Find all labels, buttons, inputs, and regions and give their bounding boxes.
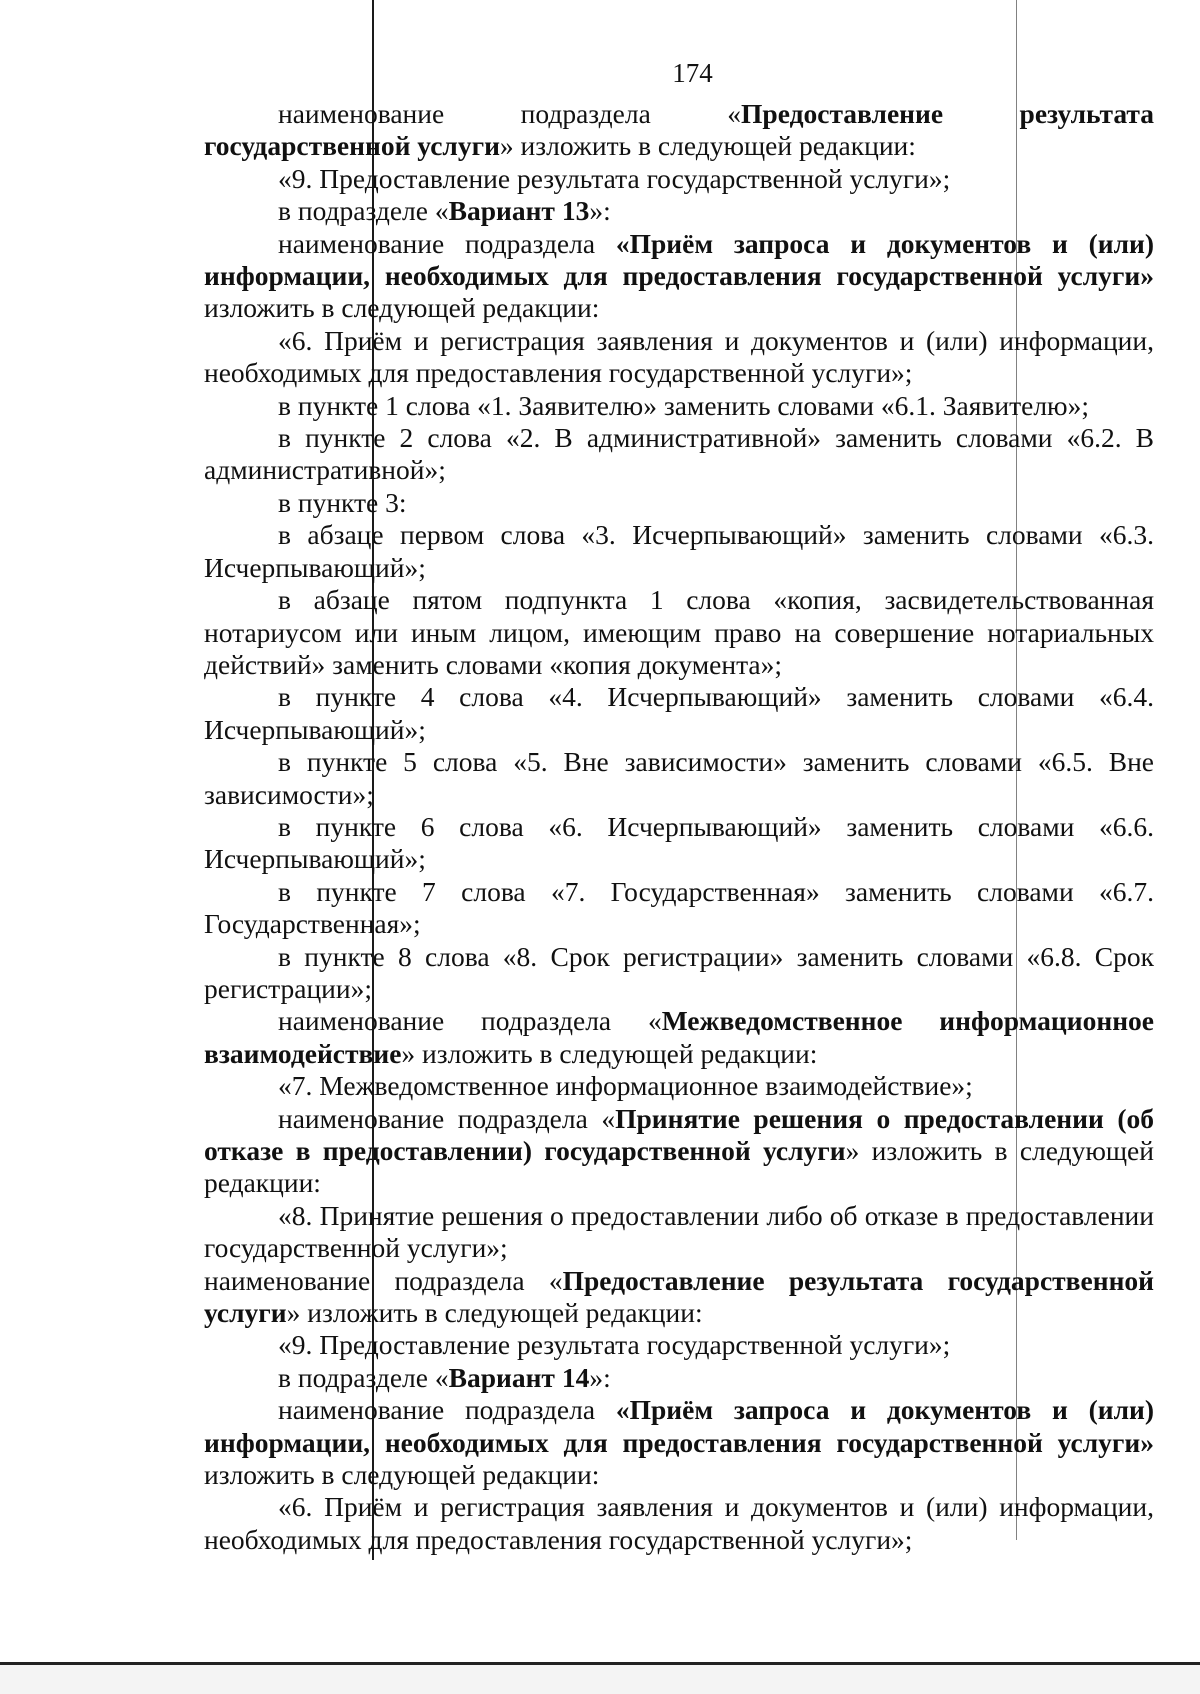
paragraph xyxy=(204,390,1154,422)
page-number: 174 xyxy=(672,58,713,88)
text-run: «7. Межведомственное информационное взаимодействие»; xyxy=(278,1070,973,1102)
paragraph xyxy=(204,1491,1154,1556)
bold-text: «Приём запроса и документов и (или) информации, необходимых для предоставления государственной услуги» xyxy=(204,227,1155,292)
text-run: изложить в следующей редакции: xyxy=(204,292,600,324)
text-run: изложить в следующей редакции: xyxy=(204,1459,600,1491)
paragraph xyxy=(204,1394,1154,1491)
text-run: в пункте 6 слова «6. Исчерпывающий» заменить словами «6.6. Исчерпывающий»; xyxy=(204,810,1154,875)
text-run: в пункте 4 слова «4. Исчерпывающий» заменить словами «6.4. Исчерпывающий»; xyxy=(204,681,1154,745)
text-run: в абзаце первом слова «3. Исчерпывающий» заменить словами «6.3. Исчерпывающий»; xyxy=(204,519,1154,583)
paragraph xyxy=(204,163,1154,195)
text-run: наименование подраздела « xyxy=(278,1102,616,1134)
text-run: «6. Приём и регистрация заявления и документов и (или) информации, необходимых для предоставления государственной услуги»; xyxy=(204,1491,1154,1555)
paragraph xyxy=(204,228,1154,325)
text-run: наименование подраздела « xyxy=(204,1264,563,1296)
bold-text: Межведомственное информационное взаимодействие xyxy=(204,1005,1154,1069)
paragraph xyxy=(204,1005,1154,1070)
text-run: «9. Предоставление результата государственной услуги»; xyxy=(278,162,951,194)
paragraph xyxy=(204,519,1154,584)
paragraph xyxy=(204,746,1154,811)
text-run: в абзаце пятом подпункта 1 слова «копия, засвидетельствованная нотариусом или иным лицом, имеющим право на совершение нотариальных действий» заменить словами «копия документа»; xyxy=(204,584,1154,680)
text-run: наименование подраздела xyxy=(278,227,616,259)
text-run: » изложить в следующей редакции: xyxy=(499,130,916,162)
text-run: наименование подраздела « xyxy=(278,98,742,129)
scan-bottom-margin xyxy=(0,1665,1200,1694)
text-run: в пункте 1 слова «1. Заявителю» заменить словами «6.1. Заявителю»; xyxy=(278,389,1089,421)
text-run: » изложить в следующей редакции: xyxy=(204,1135,1154,1199)
paragraph xyxy=(204,1103,1154,1200)
text-run: в пункте 8 слова «8. Срок регистрации» заменить словами «6.8. Срок регистрации»; xyxy=(204,940,1154,1004)
text-run: наименование подраздела xyxy=(278,1394,616,1426)
paragraph xyxy=(204,1070,1154,1102)
text-run: «6. Приём и регистрация заявления и документов и (или) информации, необходимых для предоставления государственной услуги»; xyxy=(204,324,1154,389)
text-run: в пункте 5 слова «5. Вне зависимости» заменить словами «6.5. Вне зависимости»; xyxy=(204,746,1154,810)
text-run: в пункте 2 слова «2. В административной» заменить словами «6.2. В административной»; xyxy=(204,422,1154,486)
paragraph xyxy=(204,1200,1154,1265)
bold-text: Предоставление результата государственной услуги xyxy=(204,98,1154,162)
paragraph xyxy=(204,487,1154,519)
paragraph xyxy=(204,1362,1154,1394)
text-run: «9. Предоставление результата государственной услуги»; xyxy=(278,1329,951,1361)
bold-text: «Приём запроса и документов и (или) информации, необходимых для предоставления государственной услуги» xyxy=(204,1394,1155,1458)
bold-text: Принятие решения о предоставлении (об отказе в предоставлении) государственной услуги xyxy=(204,1102,1154,1166)
text-run: в подразделе « xyxy=(278,1361,449,1393)
paragraph xyxy=(204,422,1154,487)
paragraph xyxy=(204,195,1154,227)
bold-text: Предоставление результата государственной услуги xyxy=(204,1264,1155,1329)
text-run: » изложить в следующей редакции: xyxy=(401,1037,818,1069)
bold-text: Вариант 13 xyxy=(448,195,590,227)
paragraph xyxy=(204,98,1154,163)
text-run: в пункте 7 слова «7. Государственная» заменить словами «6.7. Государственная»; xyxy=(204,875,1154,940)
text-run: «8. Принятие решения о предоставлении либо об отказе в предоставлении государственной услуги»; xyxy=(204,1199,1154,1264)
paragraph xyxy=(204,876,1154,941)
text-run: наименование подраздела « xyxy=(278,1005,662,1037)
paragraph xyxy=(204,681,1154,746)
text-run: в подразделе « xyxy=(278,195,449,227)
paragraph xyxy=(204,1329,1154,1361)
paragraph xyxy=(204,1265,1154,1330)
text-run: »: xyxy=(589,1361,611,1393)
text-run: »: xyxy=(589,195,611,227)
bold-text: Вариант 14 xyxy=(448,1361,590,1393)
paragraph xyxy=(204,941,1154,1006)
text-run: » изложить в следующей редакции: xyxy=(286,1297,703,1329)
document-body xyxy=(204,98,1154,1556)
text-run: в пункте 3: xyxy=(278,486,407,518)
paragraph xyxy=(204,325,1154,390)
paragraph xyxy=(204,584,1154,681)
paragraph xyxy=(204,811,1154,876)
